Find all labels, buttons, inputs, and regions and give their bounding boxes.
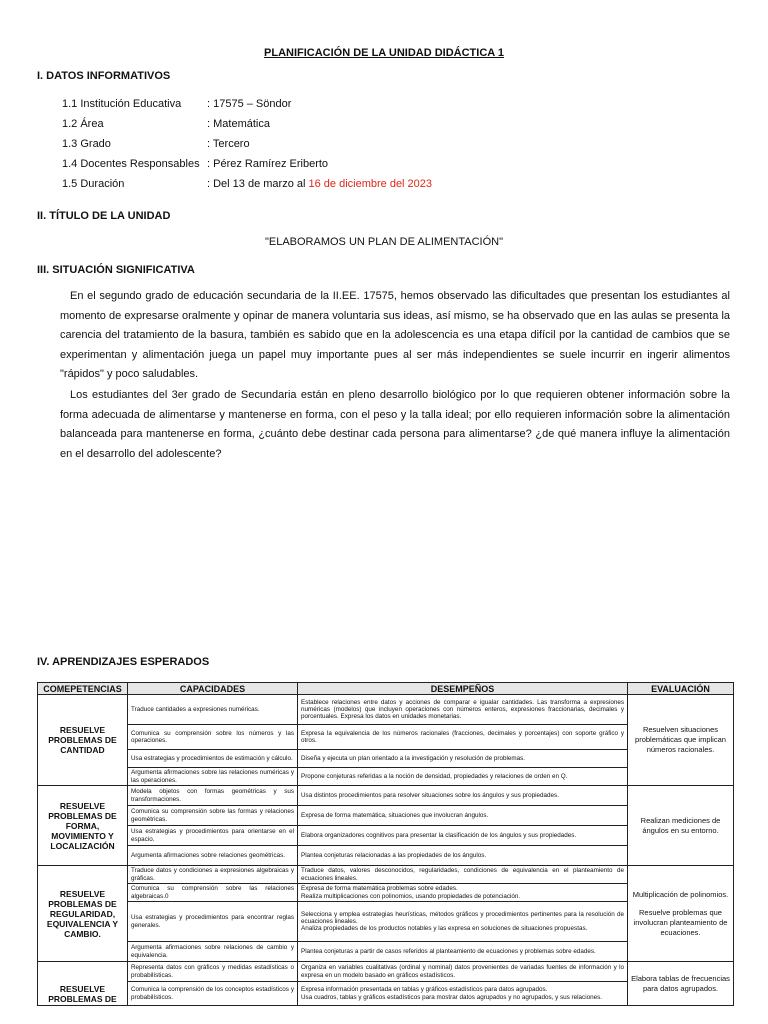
desempeno-cell: Expresa de forma matemática, situaciones que involucran ángulos.: [298, 806, 628, 826]
table-row: [38, 866, 734, 884]
info-label: 1.4 Docentes Responsables: [62, 158, 200, 170]
desempeno-cell: Elabora organizadores cognitivos para presentar la clasificación de los ángulos y sus propiedades.: [298, 826, 628, 846]
desempeno-cell: Propone conjeturas referidas a la noción de densidad, propiedades y relaciones de orden en Q.: [298, 768, 628, 786]
info-value: : Pérez Ramírez Eriberto: [207, 158, 329, 170]
document-title: PLANIFICACIÓN DE LA UNIDAD DIDÁCTICA 1: [264, 47, 504, 59]
section-situacion-significativa: III. SITUACIÓN SIGNIFICATIVA: [37, 264, 195, 276]
section-datos-informativos: I. DATOS INFORMATIVOS: [37, 70, 171, 82]
capacidad-cell: Usa estrategias y procedimientos de estimación y cálculo.: [128, 750, 298, 768]
competencia-cell: RESUELVE PROBLEMAS DE CANTIDAD: [38, 695, 128, 786]
desempeno-line: Expresa información presentada en tablas y gráficos estadísticos para datos agrupados.: [301, 986, 548, 994]
table-row: [38, 695, 734, 725]
info-row-grado: [62, 134, 432, 154]
info-value: : 17575 – Söndor: [207, 98, 292, 110]
desempeno-cell: Usa distintos procedimientos para resolver situaciones sobre los ángulos y sus propiedades.: [298, 786, 628, 806]
info-label: 1.2 Área: [62, 118, 104, 130]
info-label: 1.5 Duración: [62, 178, 125, 190]
info-row-duracion: [62, 174, 432, 194]
evaluacion-text: Multiplicación de polinomios.: [632, 889, 729, 899]
desempeno-cell: [298, 982, 628, 1006]
competencia-cell: RESUELVE PROBLEMAS DE FORMA, MOVIMIENTO Y LOCALIZACIÓN: [38, 786, 128, 866]
situacion-paragraph-2: Los estudiantes del 3er grado de Secundaria están en pleno desarrollo biológico por lo que requieren obtener información sobre la forma adecuada de alimentarse y mantenerse en forma, con el peso y la talla ideal; por ello requieren información sobre la alimentación balanceada para mantenerse en forma, ¿cuánto debe destinar cada persona para alimentarse? ¿de qué manera influye la alimentación en el desarrollo del adolescente?: [60, 389, 730, 460]
desempeno-cell: Plantea conjeturas a partir de casos referidos al planteamiento de ecuaciones y problemas sobre edades.: [298, 942, 628, 962]
duracion-start: : Del 13 de marzo al: [207, 178, 306, 190]
capacidad-cell: Argumenta afirmaciones sobre relaciones geométricas.: [128, 846, 298, 866]
evaluacion-cell: Realizan mediciones de ángulos en su entorno.: [628, 786, 734, 866]
capacidad-cell: Modela objetos con formas geométricas y sus transformaciones.: [128, 786, 298, 806]
evaluacion-cell: [628, 866, 734, 962]
desempeno-cell: Expresa la equivalencia de los números racionales (fracciones, decimales y porcentajes) con soporte gráfico y otros.: [298, 725, 628, 750]
evaluacion-text: Resuelve problemas que involucran planteamiento de ecuaciones.: [633, 907, 728, 937]
desempeno-line: Selecciona y emplea estrategias heurísticas, métodos gráficos y procedimientos pertinentes para la resolución de ecuaciones lineales.: [301, 910, 624, 925]
header-capacidades: CAPACIDADES: [128, 683, 298, 695]
info-row-docentes: [62, 154, 432, 174]
header-evaluacion: EVALUACIÓN: [628, 683, 734, 695]
evaluacion-cell: Elabora tablas de frecuencias para datos agrupados.: [628, 962, 734, 1006]
desempeno-line: Expresa de forma matemática problemas sobre edades.: [301, 885, 458, 893]
table-header-row: [38, 683, 734, 695]
table-row: [38, 786, 734, 806]
competencia-cell: RESUELVE PROBLEMAS DE REGULARIDAD, EQUIVALENCIA Y CAMBIO.: [38, 866, 128, 962]
capacidad-cell: Traduce datos y condiciones a expresiones algebraicas y gráficas.: [128, 866, 298, 884]
desempeno-cell: [298, 902, 628, 942]
situacion-paragraph-1: En el segundo grado de educación secundaria de la II.EE. 17575, hemos observado las dificultades que presentan los estudiantes al momento de expresarse oralmente y opinar de manera voluntaria sus ideas, así mismo, se ha observado que en las aulas se presenta la carencia del tratamiento de la basura, también es sabido que en la adolescencia es una etapa difícil por la cantidad de cambios que se experimentan y alimentación juega un papel muy importante pues al ser más independientes se suele incurrir en ingerir alimentos "rápidos" y poco saludables.: [60, 290, 730, 381]
info-label: 1.3 Grado: [62, 138, 111, 150]
desempeno-line: Usa cuadros, tablas y gráficos estadísticos para mostrar datos agrupados y no agrupados, y sus relaciones.: [301, 993, 603, 1001]
capacidad-cell: Comunica su comprensión sobre las formas y relaciones geométricas.: [128, 806, 298, 826]
desempeno-line: Realiza multiplicaciones con polinomios, usando propiedades de potenciación.: [301, 892, 521, 900]
info-label: 1.1 Institución Educativa: [62, 98, 182, 110]
competencias-table: [37, 682, 734, 1006]
table-row: [38, 962, 734, 982]
info-value: : Tercero: [207, 138, 250, 150]
capacidad-cell: Usa estrategias y procedimientos para encontrar reglas generales.: [128, 902, 298, 942]
header-desempenos: DESEMPEÑOS: [298, 683, 628, 695]
competencia-cell: RESUELVE PROBLEMAS DE: [38, 962, 128, 1006]
section-titulo-unidad: II. TÍTULO DE LA UNIDAD: [37, 210, 171, 222]
desempeno-cell: Traduce datos, valores desconocidos, regularidades, condiciones de equivalencia en el planteamiento de ecuaciones lineales.: [298, 866, 628, 884]
info-value: [207, 178, 432, 190]
desempeno-cell: Organiza en variables cualitativas (ordinal y nominal) datos provenientes de variadas fuentes de información y lo expresa en un modelo basado en gráficos estadísticos.: [298, 962, 628, 982]
capacidad-cell: Argumenta afirmaciones sobre relaciones de cambio y equivalencia.: [128, 942, 298, 962]
info-row-area: [62, 114, 432, 134]
info-value: : Matemática: [207, 118, 270, 130]
desempeno-line: Analiza propiedades de los productos notables y las expresa en soluciones de situaciones propuestas.: [301, 925, 588, 933]
desempeno-cell: Diseña y ejecuta un plan orientado a la investigación y resolución de problemas.: [298, 750, 628, 768]
duracion-end: 16 de diciembre del 2023: [308, 178, 433, 190]
capacidad-cell: Comunica su comprensión sobre las relaciones algebraicas.0: [128, 884, 298, 902]
capacidad-cell: Comunica la comprensión de los conceptos estadísticos y probabilísticos.: [128, 982, 298, 1006]
desempeno-cell: [298, 884, 628, 902]
capacidad-cell: Comunica su comprensión sobre los números y las operaciones.: [128, 725, 298, 750]
desempeno-cell: Establece relaciones entre datos y acciones de comparar e igualar cantidades. Las transforma a expresiones numéricas (modelos) que incluyen operaciones con números enteros, expresiones fraccionarias, decimales y porcentuales. Expresa los datos en unidades monetarias.: [298, 695, 628, 725]
capacidad-cell: Argumenta afirmaciones sobre las relaciones numéricas y las operaciones.: [128, 768, 298, 786]
capacidad-cell: Usa estrategias y procedimientos para orientarse en el espacio.: [128, 826, 298, 846]
capacidad-cell: Representa datos con gráficos y medidas estadísticas o probabilísticas.: [128, 962, 298, 982]
evaluacion-cell: Resuelven situaciones problemáticas que implican números racionales.: [628, 695, 734, 786]
header-competencias: COMEPETENCIAS: [38, 683, 128, 695]
capacidad-cell: Traduce cantidades a expresiones numéricas.: [128, 695, 298, 725]
unit-title: "ELABORAMOS UN PLAN DE ALIMENTACIÓN": [264, 236, 504, 248]
section-aprendizajes-esperados: IV. APRENDIZAJES ESPERADOS: [37, 656, 210, 668]
info-row-institucion: [62, 94, 432, 114]
info-table: [62, 94, 432, 194]
desempeno-cell: Plantea conjeturas relacionadas a las propiedades de los ángulos.: [298, 846, 628, 866]
